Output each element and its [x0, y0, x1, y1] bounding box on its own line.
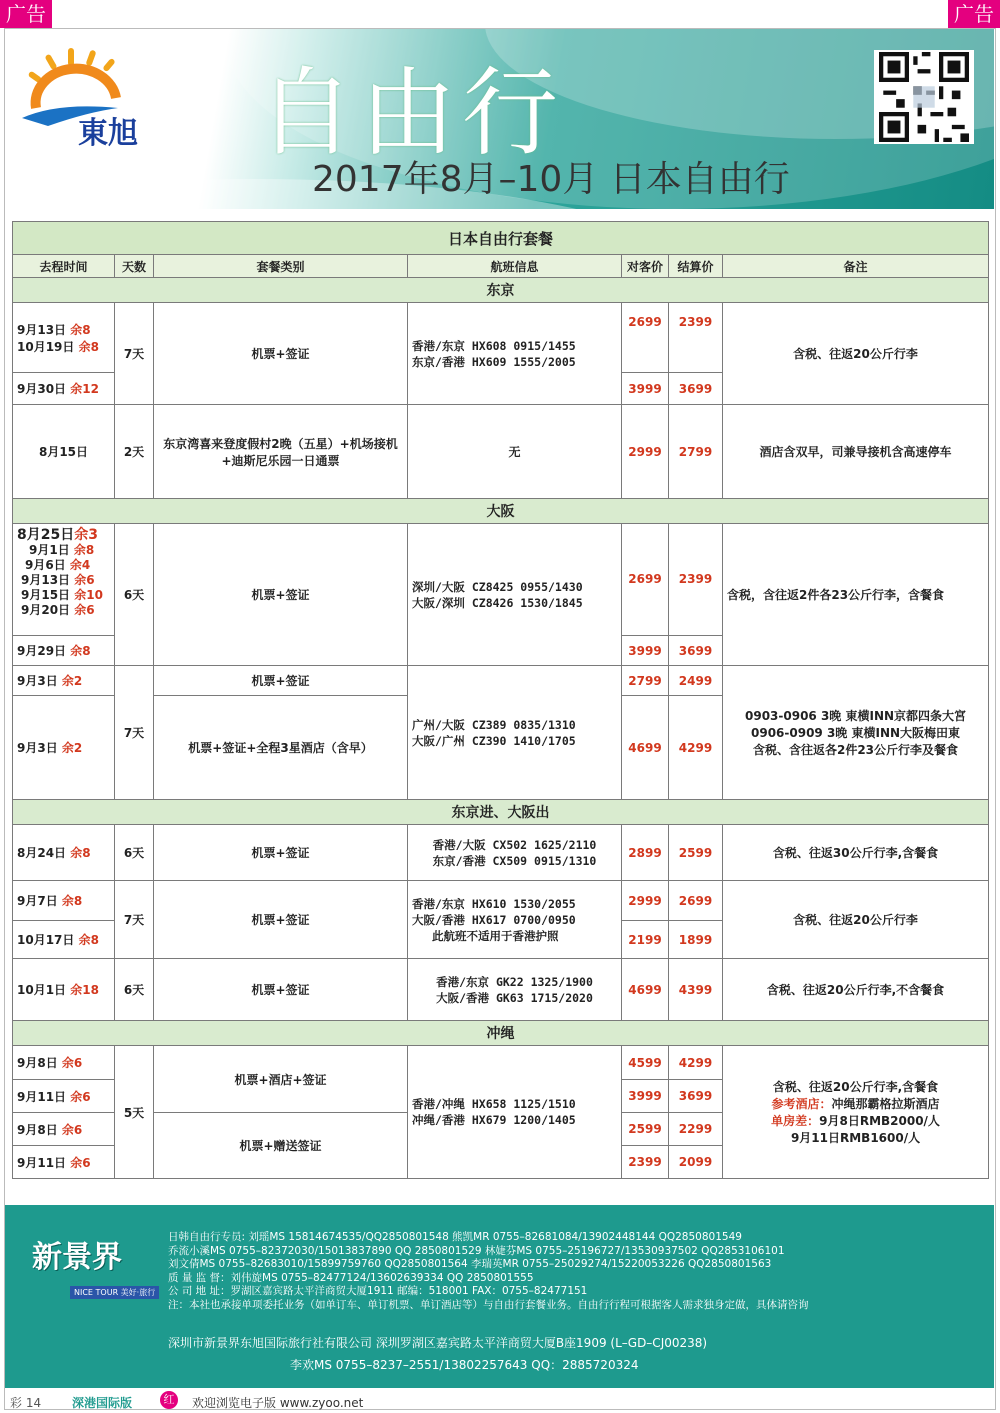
- contact-line: 乔流小溪MS 0755–82372030/15013837890 QQ 2850801529 林婕芬MS 0755–25196727/13530937502 QQ2853106101: [168, 1244, 785, 1257]
- col-header-settle: 结算价: [669, 255, 723, 278]
- customer-price: 2699: [622, 303, 669, 373]
- flight-info: 无: [408, 405, 622, 499]
- customer-price: 4699: [622, 959, 669, 1021]
- settle-price: 2599: [669, 825, 723, 881]
- contact-line: 注：本社也承接单项委托业务（如单订车、单订机票、单订酒店等）与自由行套餐业务。自由行行程可根据客人需求独身定做，具体请咨询: [168, 1298, 809, 1311]
- customer-price: 2699: [622, 524, 669, 636]
- days: 7天: [115, 666, 154, 800]
- settle-price: 2499: [669, 666, 723, 696]
- customer-price: 2899: [622, 825, 669, 881]
- notes: 0903-0906 3晚 東横INN京都四条大宮 0906-0909 3晚 東横INN大阪梅田東 含税、含往返各2件23公斤行李及餐食: [723, 666, 989, 800]
- package-type: 机票+赠送签证: [154, 1113, 408, 1179]
- page-bar: [0, 1390, 1000, 1413]
- table-row: [13, 881, 989, 921]
- customer-price: 3999: [622, 373, 669, 405]
- flight-info: 香港/冲绳 HX658 1125/1510 冲绳/香港 HX679 1200/1405: [408, 1046, 622, 1179]
- settle-price: 2399: [669, 524, 723, 636]
- table-row: [13, 666, 989, 696]
- col-header-package: 套餐类别: [154, 255, 408, 278]
- departure-date: 8月25日余3 9月1日 余8 9月6日 余4 9月13日 余6 9月15日 余10 9月20日 余6: [13, 524, 115, 636]
- ad-tag-left: 广告: [0, 0, 52, 28]
- col-header-days: 天数: [115, 255, 154, 278]
- settle-price: 4399: [669, 959, 723, 1021]
- col-header-price: 对客价: [622, 255, 669, 278]
- package-type: 机票+签证: [154, 524, 408, 666]
- contact-line: 日韩自由行专员: 刘瑶MS 15814674535/QQ2850801548 熊凯MR 0755–82681084/13902448144 QQ2850801549: [168, 1231, 742, 1243]
- customer-price: 2799: [622, 666, 669, 696]
- package-type: 机票+签证: [154, 666, 408, 696]
- brand-logo-text: 東旭: [78, 116, 138, 151]
- flight-info: 香港/东京 HX610 1530/2055 大阪/香港 HX617 0700/0950 此航班不适用于香港护照: [408, 881, 622, 959]
- japan-packages-table: [12, 221, 989, 1179]
- section-tokyo: 东京: [13, 278, 989, 303]
- contact-block: [168, 1231, 968, 1312]
- section-okinawa: 冲绳: [13, 1021, 989, 1046]
- customer-price: 2599: [622, 1113, 669, 1146]
- departure-date: 9月30日 余12: [13, 373, 115, 405]
- settle-price: 1899: [669, 921, 723, 959]
- flight-info: 香港/大阪 CX502 1625/2110 东京/香港 CX509 0915/1310: [408, 825, 622, 881]
- table-row: [13, 303, 989, 373]
- table-row: [13, 405, 989, 499]
- flight-info: 香港/东京 GK22 1325/1900 大阪/香港 GK63 1715/2020: [408, 959, 622, 1021]
- notes: 含税、往返20公斤行李: [723, 881, 989, 959]
- table-row: [13, 524, 989, 636]
- notes: 含税、往返30公斤行李,含餐食: [723, 825, 989, 881]
- contact-line: 刘文倩MS 0755–82683010/15899759760 QQ2850801564 李瑞英MR 0755–25029274/15220053226 QQ2850801563: [168, 1258, 772, 1270]
- section-tokyo-osaka: 东京进、大阪出: [13, 800, 989, 825]
- website-link[interactable]: 欢迎浏览电子版 www.zyoo.net: [192, 1396, 364, 1410]
- newscape-logo-sub: NICE TOUR 美好·旅行: [70, 1286, 159, 1299]
- customer-price: 2199: [622, 921, 669, 959]
- contact-line: 质 量 监 督：刘伟旋MS 0755–82477124/13602639334 QQ 2850801555: [168, 1271, 534, 1284]
- days: 6天: [115, 524, 154, 666]
- settle-price: 4299: [669, 696, 723, 800]
- edition-badge: 红: [160, 1391, 178, 1409]
- customer-price: 3999: [622, 1080, 669, 1113]
- settle-price: 2399: [669, 303, 723, 373]
- table-row: [13, 825, 989, 881]
- notes: 含税、往返20公斤行李: [723, 303, 989, 405]
- notes: 含税、往返20公斤行李,含餐食 参考酒店：冲绳那霸格拉斯酒店 单房差：9月8日RMB2000/人 9月11日RMB1600/人: [723, 1046, 989, 1179]
- settle-price: 2299: [669, 1113, 723, 1146]
- customer-price: 4699: [622, 696, 669, 800]
- customer-price: 2399: [622, 1146, 669, 1179]
- col-header-date: 去程时间: [13, 255, 115, 278]
- days: 2天: [115, 405, 154, 499]
- package-type: 机票+签证: [154, 303, 408, 405]
- departure-date: 9月3日 余2: [13, 666, 115, 696]
- hero-title: 自由行: [258, 57, 564, 169]
- departure-date: 9月11日 余6: [13, 1080, 115, 1113]
- flight-info: 深圳/大阪 CZ8425 0955/1430 大阪/深圳 CZ8426 1530/1845: [408, 524, 622, 666]
- departure-date: 9月7日 余8: [13, 881, 115, 921]
- qr-code-icon: [874, 50, 974, 144]
- package-type: 机票+签证: [154, 959, 408, 1021]
- departure-date: 9月8日 余6: [13, 1113, 115, 1146]
- newscape-logo: 新景界: [32, 1240, 122, 1275]
- table-title: 日本自由行套餐: [13, 222, 989, 255]
- departure-date: 9月29日 余8: [13, 636, 115, 666]
- section-osaka: 大阪: [13, 499, 989, 524]
- contact-line: 公 司 地 址：罗湖区嘉宾路太平洋商贸大厦1911 邮编：518001 FAX：0755–82477151: [168, 1285, 588, 1297]
- customer-price: 4599: [622, 1046, 669, 1080]
- departure-date: 10月17日 余8: [13, 921, 115, 959]
- table-row: [13, 1046, 989, 1080]
- days: 7天: [115, 881, 154, 959]
- settle-price: 3699: [669, 373, 723, 405]
- days: 6天: [115, 825, 154, 881]
- settle-price: 4299: [669, 1046, 723, 1080]
- departure-date: 9月8日 余6: [13, 1046, 115, 1080]
- flight-info: 广州/大阪 CZ389 0835/1310 大阪/广州 CZ390 1410/1705: [408, 666, 622, 800]
- days: 5天: [115, 1046, 154, 1179]
- days: 7天: [115, 303, 154, 405]
- days: 6天: [115, 959, 154, 1021]
- settle-price: 2699: [669, 881, 723, 921]
- company-line: 深圳市新景界东旭国际旅行社有限公司 深圳罗湖区嘉宾路太平洋商贸大厦B座1909 (L–GD–CJ00238): [168, 1336, 708, 1350]
- departure-date: 9月13日 余8 10月19日 余8: [13, 303, 115, 373]
- settle-price: 3699: [669, 636, 723, 666]
- table-row: [13, 959, 989, 1021]
- col-header-notes: 备注: [723, 255, 989, 278]
- edition-label: 深港国际版: [72, 1396, 133, 1410]
- settle-price: 2799: [669, 405, 723, 499]
- departure-date: 10月1日 余18: [13, 959, 115, 1021]
- package-type: 机票+签证+全程3星酒店（含早）: [154, 696, 408, 800]
- package-type: 机票+签证: [154, 881, 408, 959]
- customer-price: 2999: [622, 405, 669, 499]
- package-type: 机票+签证: [154, 825, 408, 881]
- company-contact: 李欢MS 0755–8237–2551/13802257643 QQ：2885720324: [290, 1358, 639, 1372]
- ad-tag-right: 广告: [948, 0, 1000, 28]
- departure-date: 9月3日 余2: [13, 696, 115, 800]
- flight-info: 香港/东京 HX608 0915/1455 东京/香港 HX609 1555/2005: [408, 303, 622, 405]
- settle-price: 3699: [669, 1080, 723, 1113]
- notes: 酒店含双早，司兼导接机含高速停车: [723, 405, 989, 499]
- departure-date: 8月24日 余8: [13, 825, 115, 881]
- page-number: 彩 14: [10, 1396, 42, 1410]
- col-header-flight: 航班信息: [408, 255, 622, 278]
- departure-date: 9月11日 余6: [13, 1146, 115, 1179]
- customer-price: 2999: [622, 881, 669, 921]
- package-type: 机票+酒店+签证: [154, 1046, 408, 1113]
- settle-price: 2099: [669, 1146, 723, 1179]
- notes: 含税，含往返2件各23公斤行李，含餐食: [723, 524, 989, 666]
- customer-price: 3999: [622, 636, 669, 666]
- package-type: 东京湾喜来登度假村2晚（五星）+机场接机+迪斯尼乐园一日通票: [154, 405, 408, 499]
- departure-date: 8月15日: [13, 405, 115, 499]
- hero-subtitle: 2017年8月–10月 日本自由行: [312, 159, 790, 200]
- notes: 含税、往返20公斤行李,不含餐食: [723, 959, 989, 1021]
